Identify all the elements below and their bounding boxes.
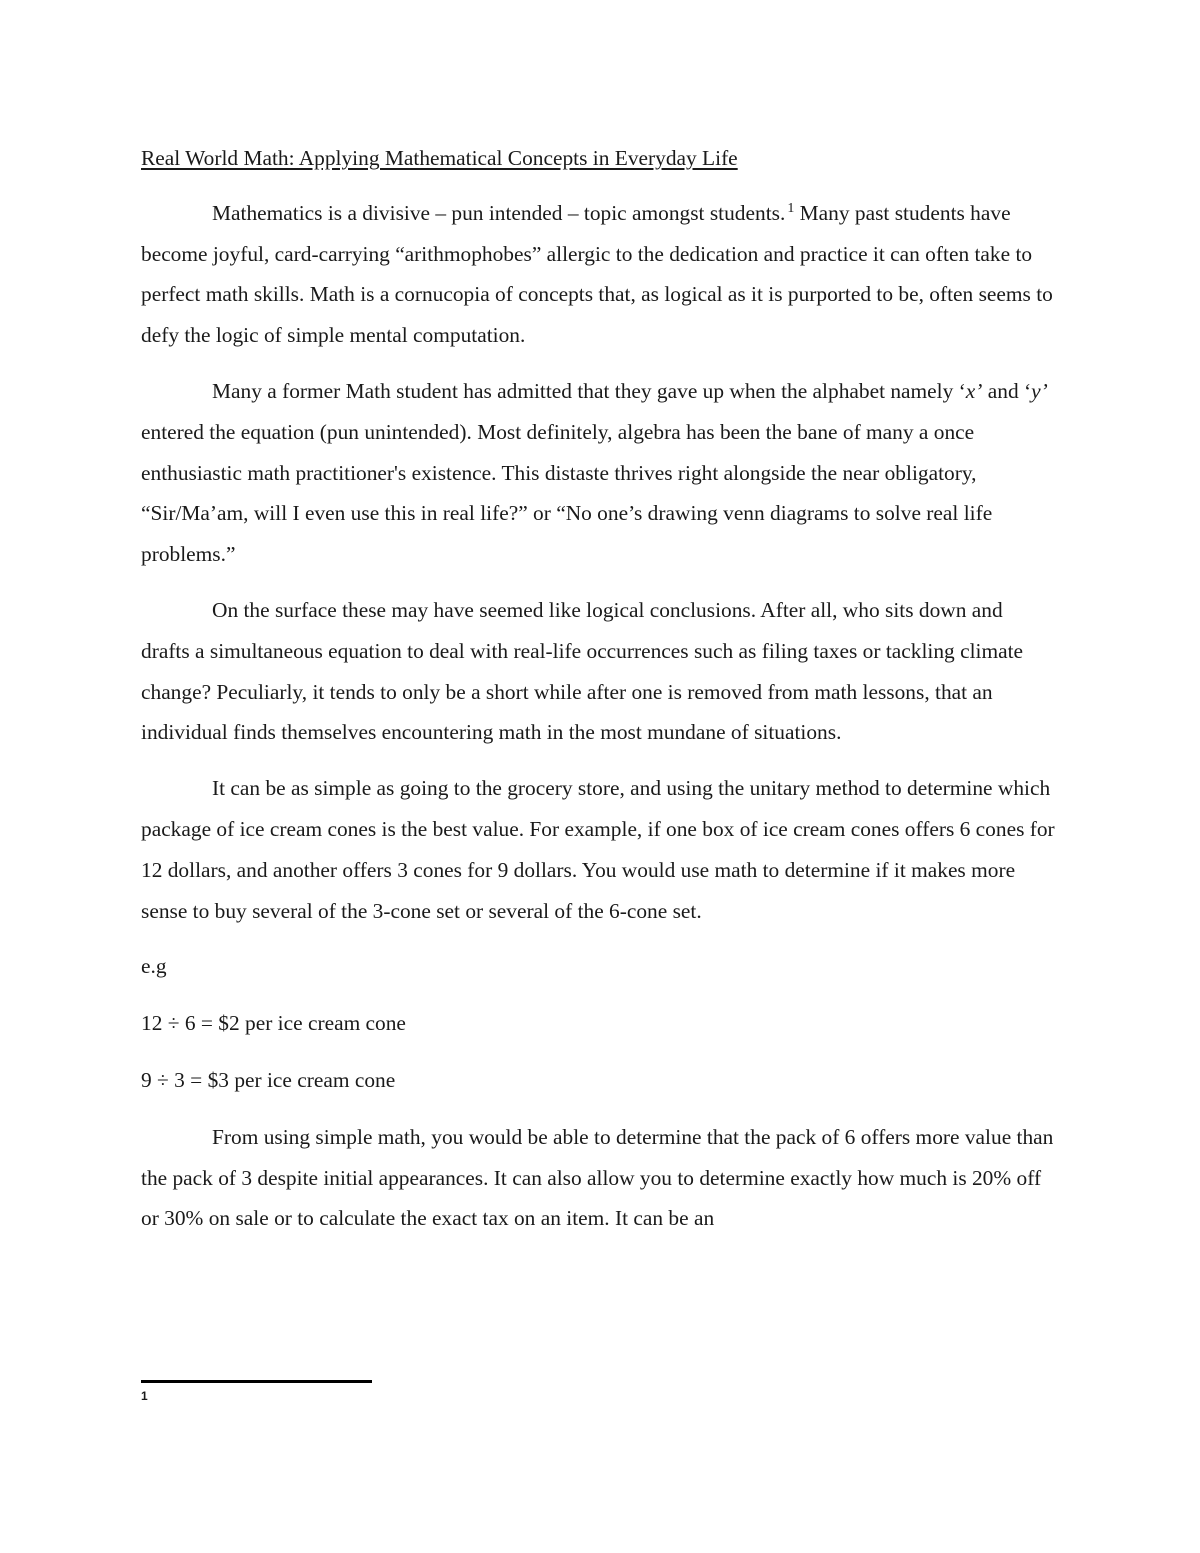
paragraph-5: From using simple math, you would be able to determine that the pack of 6 offers more value than the pack of 3 despite initial appearances. It can also allow you to determine exactly how much is 20% off or 30% on sale or to calculate the exact tax on an item. It can be an (141, 1124, 1054, 1231)
variable-y: y’ (1031, 378, 1048, 403)
footnote-separator (141, 1380, 372, 1383)
footnote-reference[interactable]: 1 (787, 200, 795, 216)
paragraph-2-text-c: entered the equation (pun unintended). Most definitely, algebra has been the bane of many a once enthusiastic math practitioner's existence. This distaste thrives right alongside the near obligatory, “Sir/Ma’am, will I even use this in real life?” or “No one’s drawing venn diagrams to solve real life problems.” (141, 419, 993, 567)
variable-x: x’ (965, 378, 983, 403)
paragraph-2 (141, 371, 1055, 575)
equation-1: 12 ÷ 6 = $2 per ice cream cone (141, 1011, 406, 1036)
equation-2: 9 ÷ 3 = $3 per ice cream cone (141, 1067, 396, 1092)
paragraph-1-text: Mathematics is a divisive – pun intended – topic amongst students. (212, 200, 786, 225)
paragraph-1 (141, 193, 1055, 356)
footnote-number: 1 (141, 1389, 148, 1403)
paragraph-3: On the surface these may have seemed like logical conclusions. After all, who sits down and drafts a simultaneous equation to deal with real-life occurrences such as filing taxes or tackling climate change? Peculiarly, it tends to only be a short while after one is removed from math lessons, that an individual finds themselves encountering math in the most mundane of situations. (141, 597, 1024, 745)
example-label: e.g (141, 954, 167, 979)
paragraph-1-text-cont: Many past students have become joyful, card-carrying “arithmophobes” allergic to the dedication and practice it can often take to perfect math skills. Math is a cornucopia of concepts that, as logical as it is purported to be, often seems to defy the logic of simple mental computation. (141, 200, 1053, 348)
paragraph-2-text-a: Many a former Math student has admitted that they gave up when the alphabet namely ‘ (212, 378, 966, 403)
paragraph-2-text-b: and ‘ (982, 378, 1032, 403)
paragraph-4: It can be as simple as going to the grocery store, and using the unitary method to determine which package of ice cream cones is the best value. For example, if one box of ice cream cones offers 6 cones for 12 dollars, and another offers 3 cones for 9 dollars. You would use math to determine if it makes more sense to buy several of the 3-cone set or several of the 6-cone set. (141, 776, 1055, 923)
document-title: Real World Math: Applying Mathematical Concepts in Everyday Life (141, 146, 738, 170)
document-body (141, 138, 1055, 1254)
